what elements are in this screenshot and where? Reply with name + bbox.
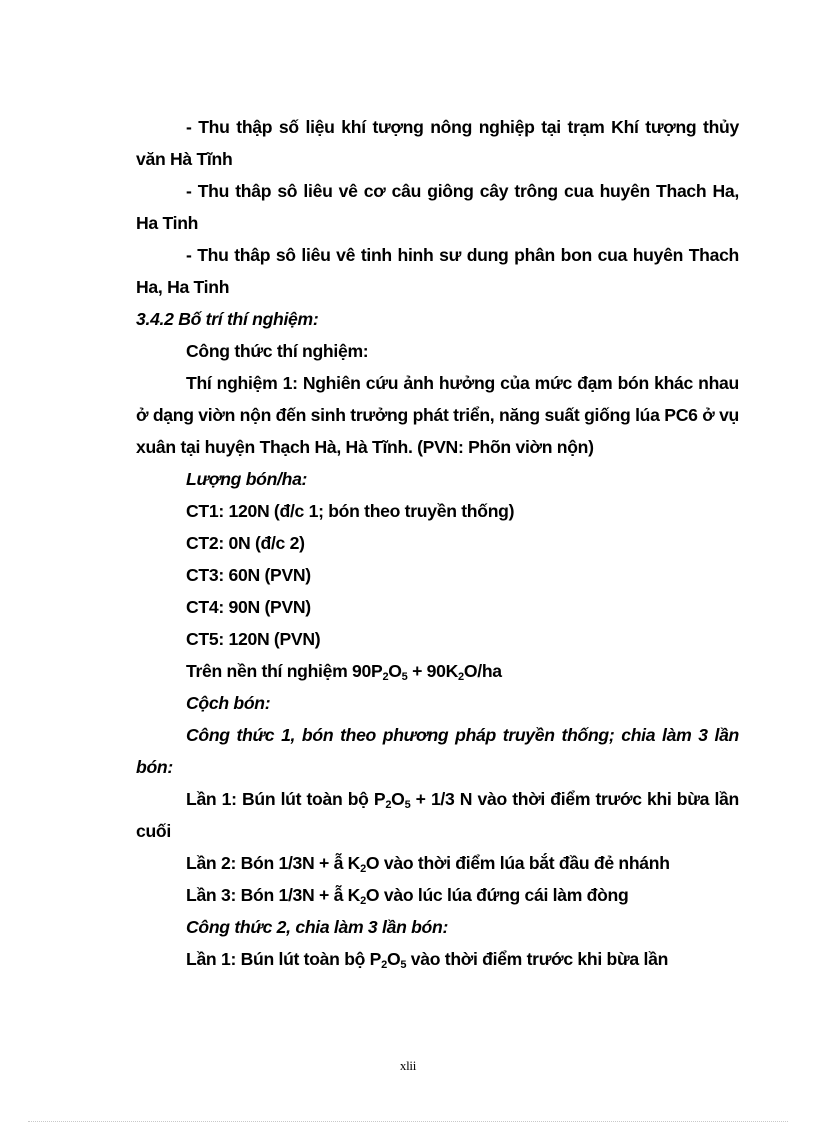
formula-1-step-1: Lần 1: Bún lút toàn bộ $P_2O_5 + 1/3$ N vào thời điểm trước khi bừa lần cuối: [136, 789, 739, 841]
bullet-crop-structure: - Thu thâp sô liêu vê cơ câu giông cây trông cua huyên Thach Ha, Ha Tinh: [136, 181, 739, 233]
treatment-ct5: CT5: 120N (PVN): [186, 629, 321, 649]
formula-1-heading: Công thức 1, bón theo phương pháp truyền thống; chia làm 3 lần bón:: [136, 725, 739, 777]
page-body: [136, 111, 739, 975]
page-number: xlii: [399, 1058, 417, 1073]
formula-heading: Công thức thí nghiệm:: [186, 341, 369, 361]
treatment-ct1: CT1: 120N (đ/c 1; bón theo truyền thống): [186, 501, 515, 521]
page-bottom-divider: [28, 1121, 788, 1122]
treatment-ct4: CT4: 90N (PVN): [186, 597, 311, 617]
formula-2-step-1: Lần 1: Bún lút toàn bộ $P_2O_5$ vào thời điểm trước khi bừa lần: [186, 949, 669, 971]
bullet-fertilizer-use: - Thu thâp sô liêu vê tinh hinh sư dung phân bon cua huyên Thach Ha, Ha Tinh: [136, 245, 739, 297]
section-heading: 3.4.2 Bố trí thí nghiệm:: [136, 309, 319, 329]
amount-heading: Lượng bón/ha:: [186, 469, 308, 489]
formula-2-heading: Công thức 2, chia làm 3 lần bón:: [186, 917, 449, 937]
bullet-weather-data: - Thu thập số liệu khí tượng nông nghiệp tại trạm Khí tượng thủy văn Hà Tĩnh: [136, 117, 739, 169]
formula-1-step-3: Lần 3: Bón 1/3N + ẫ $K_2O$ vào lúc lúa đứng cái làm đòng: [186, 885, 629, 907]
treatment-ct2: CT2: 0N (đ/c 2): [186, 533, 305, 553]
treatment-ct3: CT3: 60N (PVN): [186, 565, 311, 585]
experiment-1-description: Thí nghiệm 1: Nghiên cứu ảnh hưởng của mức đạm bón khác nhau ở dạng viờn nộn đến sinh trưởng phát triển, năng suất giống lúa PC6 ở vụ xuân tại huyện Thạch Hà, Hà Tĩnh. (PVN: Phõn viờn nộn): [136, 373, 739, 457]
method-heading: Cộch bón:: [186, 693, 271, 713]
formula-1-step-2: Lần 2: Bón 1/3N + ẫ $K_2O$ vào thời điểm lúa bắt đầu đẻ nhánh: [186, 853, 670, 875]
base-fertilizer-line: Trên nền thí nghiệm $90P_2O_5 + 90K_2O/ha$: [186, 661, 502, 683]
